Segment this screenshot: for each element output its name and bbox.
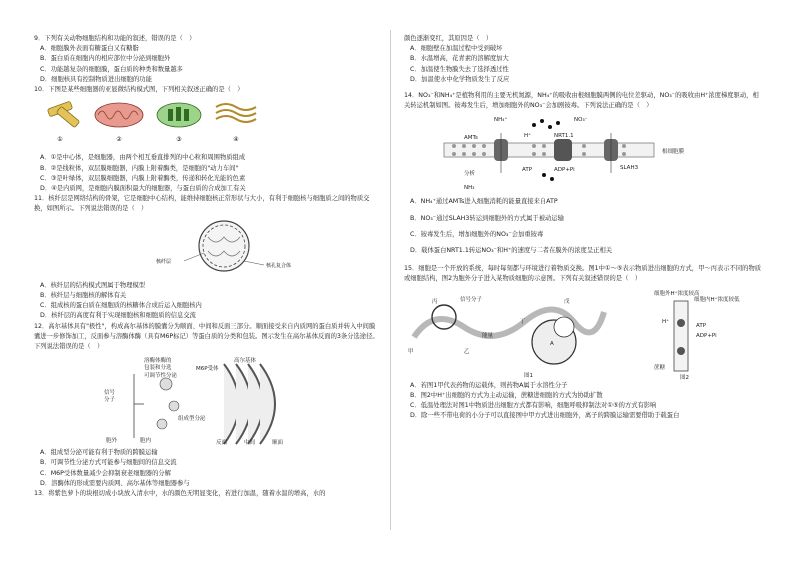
option-a: A．若图1甲代表药物的运载体，则药物A属于水溶性分子 <box>410 381 568 389</box>
label-inside: 胞内 <box>140 438 152 445</box>
question-stem: 12．高尔基体具有"极性"，构成高尔基体的膜囊分为顺面、中间和反面三部分。顺面接受来自内质网的蛋白质并转入中间膜囊进一步修饰加工，反面参与溶酶体酶（具有M6P标记）等蛋白质的分类和包装。图示发生在高尔基体反面的3条分选途径。下列说法错误的是（ ） <box>34 322 379 351</box>
label-cis: 顺面 <box>272 440 284 447</box>
question-stem: 13．将紫色萝卜的块根切成小块放入清水中，水的颜色无明显变化，若进行加温，随着水温的增高，水的 <box>34 490 326 498</box>
label-package: 包装和分选 <box>144 365 172 372</box>
label-outside: 胞外 <box>106 438 118 445</box>
question-12 <box>34 322 379 489</box>
label-wu: 戊 <box>564 298 570 305</box>
question-11 <box>34 194 379 321</box>
exchange-figure <box>404 287 744 379</box>
option-b: B．水温增高，花青素的溶解度加大 <box>410 55 509 63</box>
option-d: D．核纤层的高度有利于实现细胞核和细胞质的信息交流 <box>40 312 196 320</box>
option-b: B．蛋白质在细胞内的相应部位中分泌到细胞外 <box>40 55 171 63</box>
option-c: C．低温处理法对图1中物质进出细胞方式都有影响，细胞呼吸抑制法对①⑤的方式有影响 <box>410 402 657 410</box>
label-adp: ADP+Pi <box>554 167 575 174</box>
option-b: B．核纤层与细胞核的解体有关 <box>40 292 127 300</box>
right-column <box>404 34 764 421</box>
label-amts: AMTs <box>464 135 478 142</box>
option-d: D．载体蛋白NRT1.1转运NO₃⁻和H⁺的速度与二者在膜外的浓度呈正相关 <box>410 247 613 255</box>
label-constitutive: 组成型分泌 <box>178 416 206 423</box>
option-a: A．①是中心体，是细胞器，由两个相互垂直排列的中心粒和周围物质组成 <box>40 154 246 162</box>
label-m6p: M6P受体 <box>196 366 219 373</box>
label-ding: 丁 <box>520 318 526 325</box>
label-jia: 甲 <box>408 348 414 355</box>
label-out-h: 细胞外H⁺浓度较高 <box>654 290 700 297</box>
label-energy: 能量 <box>482 332 494 339</box>
option-c: C．加温使生物膜失去了选择透过性 <box>410 65 509 73</box>
golgi-figure <box>104 354 324 446</box>
option-c: C．铵毒发生后，增加细胞外的NO₃⁻会加重铵毒 <box>410 230 544 238</box>
label-4: ④ <box>233 136 239 144</box>
question-9 <box>34 34 379 85</box>
label-atp: ATP <box>696 322 707 329</box>
option-d: D．细胞核具有控制物质进出细胞的功能 <box>40 75 152 83</box>
label-atp: ATP <box>522 167 533 174</box>
label-fig2: 图2 <box>680 374 689 381</box>
question-stem: 颜色逐渐变红，其原因是（ ） <box>404 35 493 42</box>
label-sucrose: 蔗糖 <box>654 364 666 371</box>
label-pore: 核孔复合体 <box>266 262 292 269</box>
question-10 <box>34 85 379 194</box>
label-inner: 分析 <box>464 171 476 178</box>
label-trans: 反面 <box>216 440 228 447</box>
transport-figure <box>424 113 724 193</box>
nuclear-lamina-figure <box>124 217 324 275</box>
label-no3: NO₃⁻ <box>574 117 588 124</box>
option-d: D．溶酶体的形成需要内质网、高尔基体等细胞器参与 <box>40 479 190 487</box>
label-signal: 信号分子 <box>460 296 483 303</box>
label-fig1: 图1 <box>524 372 533 379</box>
label-lamina: 核纤层 <box>156 258 172 265</box>
question-stem: 15．细胞是一个开放的系统，每时每刻都与环境进行着物质交换。图1中①～⑤表示物质进出细胞的方式，甲～丙表示不同的物质或细胞结构，图2为胞外分子进入某物质细胞的示意图。下列有关叙述错误的是（ ） <box>404 265 762 283</box>
option-a: A．细胞膜外表面有糖蛋白又有糖脂 <box>40 45 139 53</box>
option-d: D．除一些不带电荷的小分子可以直接图中甲方式进出细胞外，离子的跨膜运输需要借助于载蛋白 <box>410 412 680 420</box>
question-14 <box>404 91 764 256</box>
label-golgi: 高尔基体 <box>234 358 257 365</box>
label-medial: 中间 <box>244 440 256 447</box>
question-stem: 9．下列有关动物细胞结构和功能的叙述，错误的是（ ） <box>34 35 196 42</box>
option-a: A．组成型分泌可能有利于物质的跨膜运输 <box>40 449 158 457</box>
label-regulated: 可调节性分泌 <box>144 373 178 380</box>
label-h: H⁺ <box>524 133 532 140</box>
label-in-h: 细胞内H⁺浓度较低 <box>694 296 740 303</box>
er-drawing <box>216 104 256 122</box>
label-3: ③ <box>176 136 182 144</box>
label-membrane: 根细胞膜 <box>662 149 685 156</box>
centrosome-drawing <box>47 101 79 128</box>
question-stem: 11．核纤层是网络结构的骨架，它是细胞中心结构，能维持细胞核正常形状与大小，有利于细胞核与细胞质之间的物质交换，如图所示。下列说法错误的是（ ） <box>34 195 370 213</box>
question-stem: 10．下图是某些细胞器的亚显微结构模式图，下列相关叙述正确的是（ ） <box>34 86 244 94</box>
question-15 <box>404 264 764 421</box>
label-signal: 信号 <box>104 390 116 397</box>
exchange-drawing <box>404 287 744 379</box>
option-c: C．③是叶绿体，双层膜细胞器，内膜上附着酶类，传递和转化光能的色素 <box>40 174 246 182</box>
label-enzyme: 溶酶体酶的 <box>144 358 172 365</box>
option-a: A．细胞壁在加温过程中受到破坏 <box>410 45 503 53</box>
label-bing: 丙 <box>432 298 438 305</box>
option-c: C．组成核的蛋白质在细胞质的核糖体合成后运入细胞核内 <box>40 302 202 310</box>
option-b: B．可调节性分泌方式可能参与细胞间的信息交流 <box>40 459 177 467</box>
label-a: A <box>550 340 554 347</box>
option-c: C．M6P受体数量减少会抑制衰老细胞器的分解 <box>40 469 171 477</box>
question-13 <box>34 489 379 499</box>
mitochondrion-drawing <box>95 103 143 127</box>
label-2: ② <box>116 136 122 144</box>
question-13-continued <box>404 34 764 85</box>
option-d: D．④是内质网，是细胞内膜面积最大的细胞器，与蛋白质的合成加工有关 <box>40 185 246 193</box>
question-stem: 14．NO₃⁻和NH₄⁺是植物利用的主要无机氮源，NH₄⁺的吸收由根细胞膜两侧的电位差驱动，NO₃⁻的吸收由H⁺浓度梯度驱动，相关转运机制如图。铵毒发生后，增加细胞外的NO₃⁻会加剧铵毒。下列说法正确的是（ ） <box>404 92 759 110</box>
label-molecule: 分子 <box>104 397 116 404</box>
option-a: A．NH₄⁺通过AMTs进入细胞消耗的能量直接来自ATP <box>410 198 558 206</box>
label-slah3: SLAH3 <box>620 165 639 172</box>
option-b: B．NO₃⁻通过SLAH3转运到细胞外的方式属于被动运输 <box>410 214 564 222</box>
label-nh4: NH₄⁺ <box>494 117 508 124</box>
option-d: D．加温使水中化学物质发生了反应 <box>410 75 510 83</box>
option-a: A．核纤层的结构模式图属于物理模型 <box>40 281 146 289</box>
column-divider <box>390 30 391 530</box>
organelle-figure <box>34 97 264 147</box>
label-adp: ADP+Pi <box>696 332 717 339</box>
option-c: C．功能越复杂的细胞膜，蛋白质的种类和数量越多 <box>40 65 183 73</box>
left-column <box>34 34 379 499</box>
label-1: ① <box>57 136 63 144</box>
label-nrt: NRT1.1 <box>554 133 574 140</box>
label-yi: 乙 <box>464 348 470 355</box>
label-nh3: NH₃ <box>464 185 475 192</box>
option-b: B．图2中H⁺出细胞的方式为主动运输，蔗糖进细胞的方式为协助扩散 <box>410 391 603 399</box>
chloroplast-drawing <box>157 103 201 127</box>
option-b: B．②是线粒体，双层膜细胞器，内膜上附着酶类，是细胞的"动力车间" <box>40 164 239 172</box>
label-h: H⁺ <box>662 318 670 325</box>
